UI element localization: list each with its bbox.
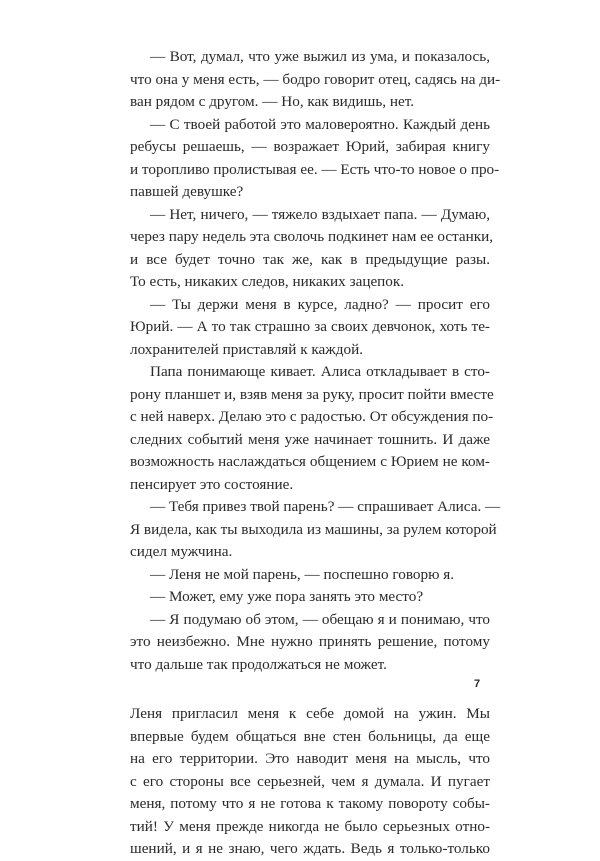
text-line: впервые будем общаться вне стен больницы, да еще <box>130 727 490 745</box>
text-line: возможность наслаждаться общением с Юрием не ком- <box>130 453 490 470</box>
text-line: — Тебя привез твой парень? — спрашивает Алиса. — <box>150 498 501 515</box>
text-line: что она у меня есть, — бодро говорит отец, садясь на ди- <box>130 70 501 88</box>
text-line: с его стороны все серьезней, чем я думала. И пугает <box>130 772 490 790</box>
text-line: и торопливо пролистывая ее. — Есть что-то новое о про- <box>130 160 500 178</box>
text-line: Я видела, как ты выходила из машины, за рулем которой <box>130 520 497 538</box>
text-line: меня, потому что я не готова к такому повороту собы- <box>130 795 490 812</box>
text-line: — Леня не мой парень, — поспешно говорю я. <box>150 565 455 583</box>
text-line: лохранителей приставляй к каждой. <box>130 340 364 358</box>
text-line: рону планшет и, взяв меня за руку, просит пойти вместе <box>130 385 494 403</box>
text-line: это неизбежно. Мне нужно принять решение, потому <box>130 633 490 650</box>
text-line: с ней наверх. Делаю это с радостью. От обсуждения по- <box>130 408 494 425</box>
text-line: — С твоей работой это маловероятно. Каждый день <box>150 115 490 133</box>
text-line: — Ты держи меня в курсе, ладно? — просит его <box>150 295 490 313</box>
text-line: через пару недель эта сволочь подкинет нам ее останки, <box>130 228 494 245</box>
text-line: тий! У меня прежде никогда не было серьезных отно- <box>130 817 490 835</box>
text-line: и все будет точно так же, как в предыдущие разы. <box>130 250 490 268</box>
text-line: Юрий. — А то так страшно за своих девчонок, хоть те- <box>130 318 490 335</box>
text-line: — Вот, думал, что уже выжил из ума, и показалось, <box>150 48 490 65</box>
text-line: Леня пригласил меня к себе домой на ужин. Мы <box>130 705 490 722</box>
text-line: павшей девушке? <box>130 183 244 200</box>
text-line: пенсирует это состояние. <box>130 475 294 493</box>
body-text <box>130 46 501 861</box>
text-line: сидел мужчина. <box>130 543 233 560</box>
text-line: — Я подумаю об этом, — обещаю я и понимаю, что <box>150 610 490 628</box>
text-line: То есть, никаких следов, никаких зацепок. <box>130 273 405 290</box>
text-line: Папа понимающе кивает. Алиса откладывает в сто- <box>150 363 490 380</box>
page-number: 7 <box>474 678 481 690</box>
text-line: ван рядом с другом. — Но, как видишь, нет. <box>130 93 414 110</box>
text-line: шений, и я не знаю, чего ждать. Ведь я только-только <box>130 840 490 857</box>
text-line: — Нет, ничего, — тяжело вздыхает папа. — Думаю, <box>150 205 490 223</box>
text-line: следних событий меня уже начинает тошнить. И даже <box>130 430 490 448</box>
text-line: что дальше так продолжаться не может. <box>130 655 387 673</box>
text-line: ребусы решаешь, — возражает Юрий, забирая книгу <box>130 138 490 155</box>
section-break <box>130 676 490 703</box>
text-line: на его территории. Это наводит меня на мысль, что <box>130 750 490 767</box>
text-line: — Может, ему уже пора занять это место? <box>150 588 424 605</box>
